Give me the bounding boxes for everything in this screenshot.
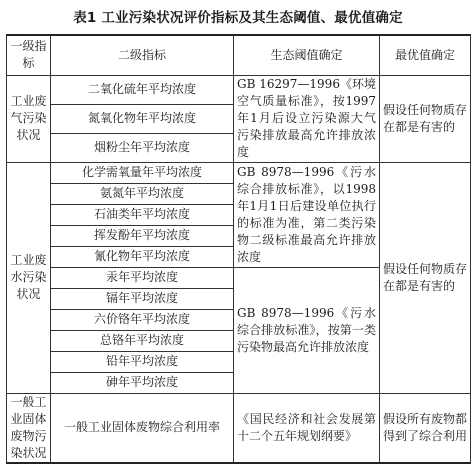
indicator-cell: 烟粉尘年平均浓度 — [51, 133, 234, 162]
indicator-cell: 六价铬年平均浓度 — [51, 309, 234, 330]
threshold-cell: 《国民经济和社会发展第十二个五年规划纲要》 — [234, 393, 380, 463]
optimum-cell: 假设任何物质存在都是有害的 — [380, 162, 471, 393]
threshold-cell: GB 8978—1996《污水综合排放标准》，以1998年1月1日后建设单位执行的标准为准，第二类污染物二级标准最高允许排放浓度 — [234, 162, 380, 267]
optimum-cell: 假设任何物质存在都是有害的 — [380, 75, 471, 162]
indicator-cell: 总铬年平均浓度 — [51, 330, 234, 351]
optimum-cell: 假设所有废物都得到了综合利用 — [380, 393, 471, 463]
header-threshold: 生态阈值确定 — [234, 35, 380, 75]
category-cell: 工业废水污染状况 — [7, 162, 51, 393]
indicator-cell: 氰化物年平均浓度 — [51, 246, 234, 267]
category-cell: 工业废气污染状况 — [7, 75, 51, 162]
indicator-cell: 镉年平均浓度 — [51, 288, 234, 309]
table-row — [7, 393, 471, 463]
table-row — [7, 162, 471, 183]
indicator-cell: 石油类年平均浓度 — [51, 204, 234, 225]
header-optimum: 最优值确定 — [380, 35, 471, 75]
header-level2: 二级指标 — [51, 35, 234, 75]
indicator-cell: 挥发酚年平均浓度 — [51, 225, 234, 246]
indicator-cell: 氨氮年平均浓度 — [51, 183, 234, 204]
indicator-cell: 汞年平均浓度 — [51, 267, 234, 288]
table-row — [7, 75, 471, 104]
header-level1: 一级指标 — [7, 35, 51, 75]
indicator-cell: 化学需氧量年平均浓度 — [51, 162, 234, 183]
header-row — [7, 35, 471, 75]
threshold-cell: GB 8978—1996《污水综合排放标准》，按第一类污染物最高允许排放浓度 — [234, 267, 380, 393]
threshold-cell: GB 16297—1996《环境空气质量标准》，按1997年1月后设立污染源大气污染排放最高允许排放浓度 — [234, 75, 380, 162]
indicator-cell: 二氧化硫年平均浓度 — [51, 75, 234, 104]
evaluation-table — [6, 34, 471, 464]
indicator-cell: 一般工业固体废物综合利用率 — [51, 393, 234, 463]
indicator-cell: 氮氧化物年平均浓度 — [51, 104, 234, 133]
table-caption: 表1 工业污染状况评价指标及其生态阈值、最优值确定 — [73, 10, 403, 26]
indicator-cell: 铅年平均浓度 — [51, 351, 234, 372]
category-cell: 一般工业固体废物污染状况 — [7, 393, 51, 463]
indicator-cell: 砷年平均浓度 — [51, 372, 234, 393]
